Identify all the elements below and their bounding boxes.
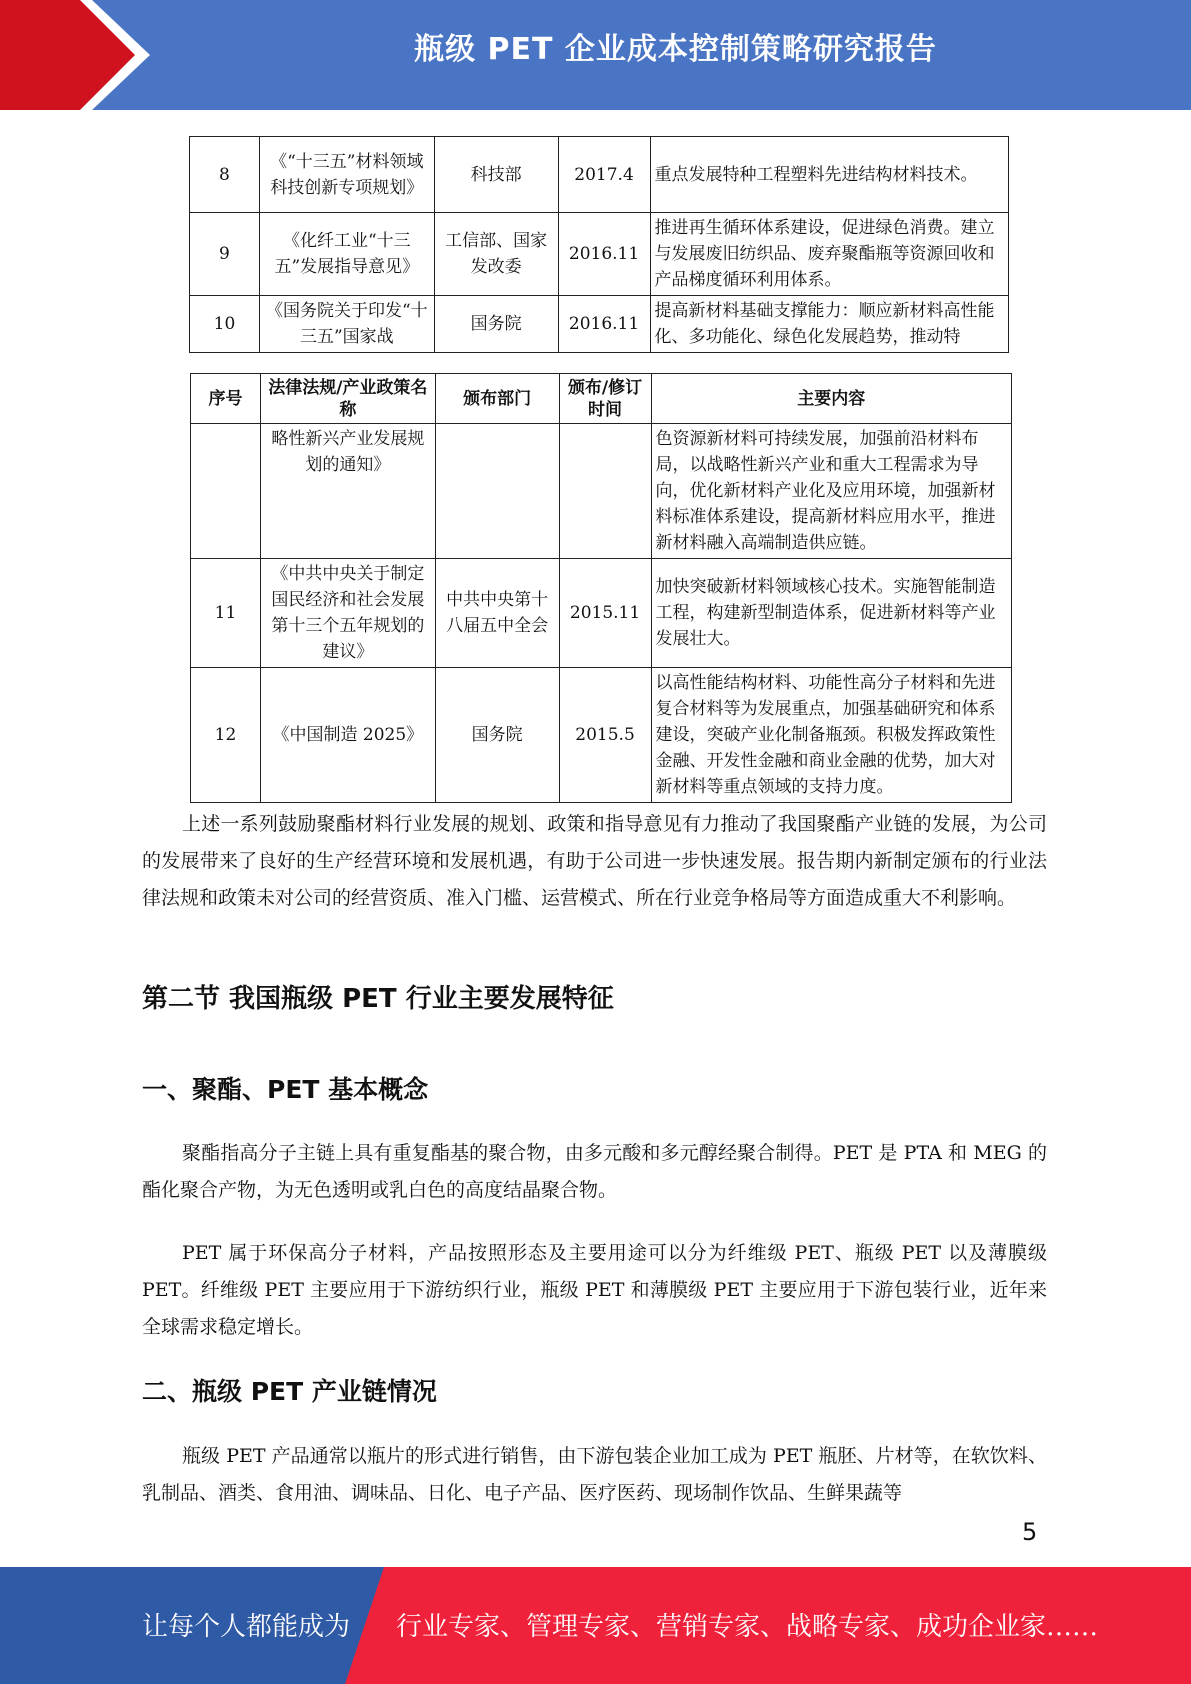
header-number: 序号 <box>191 374 261 424</box>
issue-date: 2016.11 <box>558 213 650 296</box>
table-row <box>190 213 1009 296</box>
issue-date <box>559 424 651 559</box>
table-row <box>191 668 1012 803</box>
paragraph-polyester-definition: 聚酯指高分子主链上具有重复酯基的聚合物，由多元酸和多元醇经聚合制得。PET 是 PTA 和 MEG 的酯化聚合产物，为无色透明或乳白色的高度结晶聚合物。 <box>142 1142 1047 1201</box>
row-number: 9 <box>190 213 260 296</box>
table-header-row <box>191 374 1012 424</box>
row-number <box>191 424 261 559</box>
page-header <box>0 0 1191 110</box>
issue-date: 2017.4 <box>558 137 650 213</box>
main-content: 色资源新材料可持续发展，加强前沿材料布局，以战略性新兴产业和重大工程需求为导向，优化新材料产业化及应用环境，加强新材料标准体系建设，提高新材料应用水平，推进新材料融入高端制造供应链。 <box>651 424 1011 559</box>
issuing-department <box>435 424 559 559</box>
issuing-department: 科技部 <box>434 137 558 213</box>
policy-name: 《化纤工业“十三五”发展指导意见》 <box>259 213 434 296</box>
table-row <box>191 559 1012 668</box>
header-content: 主要内容 <box>651 374 1011 424</box>
issue-date: 2016.11 <box>558 296 650 353</box>
policy-table <box>190 373 1012 803</box>
issue-date: 2015.11 <box>559 559 651 668</box>
row-number: 12 <box>191 668 261 803</box>
policy-name: 《中国制造 2025》 <box>260 668 435 803</box>
footer-slogan-right: 行业专家、管理专家、营销专家、战略专家、成功企业家…… <box>396 1612 1099 1642</box>
page-footer <box>0 1567 1191 1684</box>
policy-name: 《国务院关于印发“十三五”国家战 <box>259 296 434 353</box>
table-row <box>191 424 1012 559</box>
policy-name: 《中共中央关于制定国民经济和社会发展第十三个五年规划的建议》 <box>260 559 435 668</box>
main-content: 提高新材料基础支撑能力：顺应新材料高性能化、多功能化、绿色化发展趋势，推动特 <box>650 296 1008 353</box>
issuing-department: 工信部、国家发改委 <box>434 213 558 296</box>
issuing-department: 国务院 <box>435 668 559 803</box>
header-date: 颁布/修订时间 <box>559 374 651 424</box>
header-department: 颁布部门 <box>435 374 559 424</box>
header-red-chevron-icon <box>0 0 150 110</box>
table-row <box>190 296 1009 353</box>
policy-name: 《“十三五”材料领域科技创新专项规划》 <box>259 137 434 213</box>
main-content: 推进再生循环体系建设，促进绿色消费。建立与发展废旧纺织品、废弃聚酯瓶等资源回收和产品梯度循环利用体系。 <box>650 213 1008 296</box>
paragraph-industry-chain: 瓶级 PET 产品通常以瓶片的形式进行销售，由下游包装企业加工成为 PET 瓶胚、片材等，在软饮料、乳制品、酒类、食用油、调味品、日化、电子产品、医疗医药、现场制作饮品、生鲜果蔬等 <box>142 1445 1047 1504</box>
section-title: 第二节 我国瓶级 PET 行业主要发展特征 <box>142 984 614 1014</box>
issuing-department: 国务院 <box>434 296 558 353</box>
header-title: 瓶级 PET 企业成本控制策略研究报告 <box>414 32 937 67</box>
paragraph-pet-classification: PET 属于环保高分子材料，产品按照形态及主要用途可以分为纤维级 PET、瓶级 PET 以及薄膜级 PET。纤维级 PET 主要应用于下游纺织行业，瓶级 PET 和薄膜级 PET 主要应用于下游包装行业，近年来全球需求稳定增长。 <box>142 1242 1047 1338</box>
issuing-department: 中共中央第十八届五中全会 <box>435 559 559 668</box>
footer-slogan-left: 让每个人都能成为 <box>142 1612 351 1642</box>
subsection-title-concepts: 一、聚酯、PET 基本概念 <box>142 1075 429 1104</box>
row-number: 11 <box>191 559 261 668</box>
policy-name: 略性新兴产业发展规划的通知》 <box>260 424 435 559</box>
main-content: 加快突破新材料领域核心技术。实施智能制造工程，构建新型制造体系，促进新材料等产业发展壮大。 <box>651 559 1011 668</box>
main-content: 重点发展特种工程塑料先进结构材料技术。 <box>650 137 1008 213</box>
main-content: 以高性能结构材料、功能性高分子材料和先进复合材料等为发展重点，加强基础研究和体系建设，突破产业化制备瓶颈。积极发挥政策性金融、开发性金融和商业金融的优势，加大对新材料等重点领域的支持力度。 <box>651 668 1011 803</box>
paragraph-policy-impact: 上述一系列鼓励聚酯材料行业发展的规划、政策和指导意见有力推动了我国聚酯产业链的发展，为公司的发展带来了良好的生产经营环境和发展机遇，有助于公司进一步快速发展。报告期内新制定颁布的行业法律法规和政策未对公司的经营资质、准入门槛、运营模式、所在行业竞争格局等方面造成重大不利影响。 <box>142 813 1047 909</box>
issue-date: 2015.5 <box>559 668 651 803</box>
row-number: 10 <box>190 296 260 353</box>
subsection-title-industry-chain: 二、瓶级 PET 产业链情况 <box>142 1377 437 1406</box>
table-row <box>190 137 1009 213</box>
header-policy-name: 法律法规/产业政策名称 <box>260 374 435 424</box>
policy-table-continued <box>189 136 1009 353</box>
row-number: 8 <box>190 137 260 213</box>
page-number: 5 <box>1022 1518 1038 1546</box>
